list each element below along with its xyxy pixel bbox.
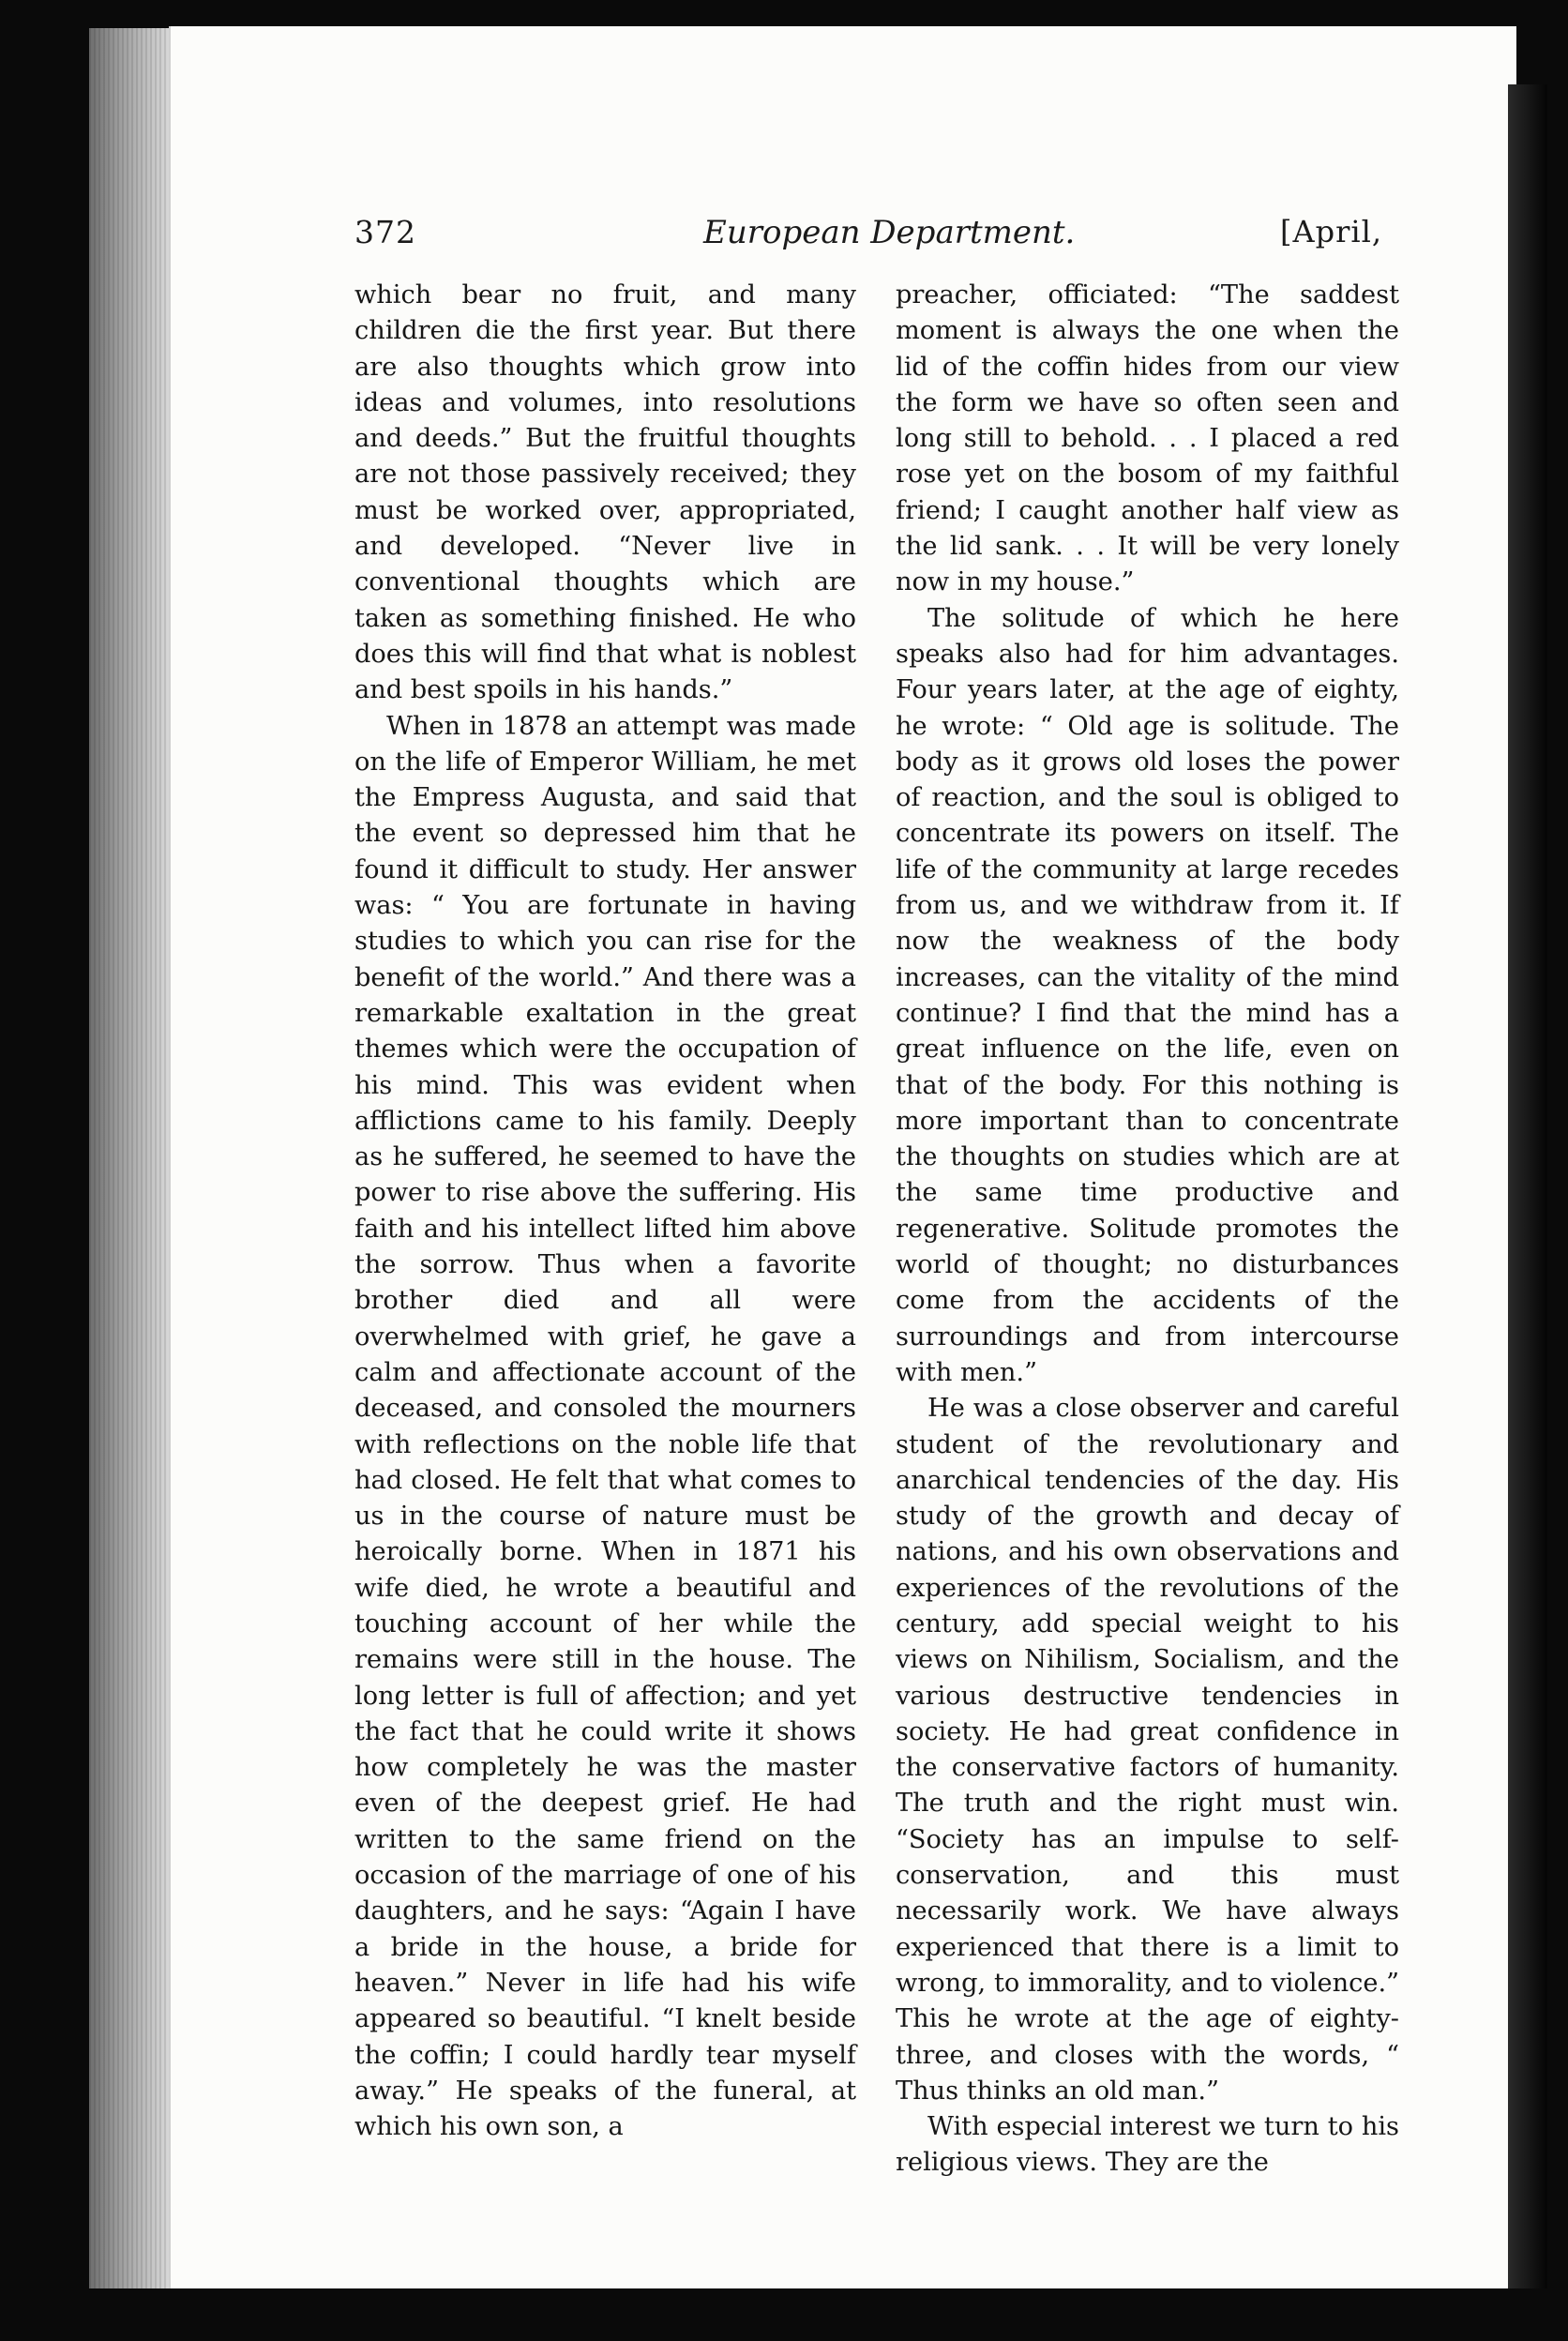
- paragraph: preacher, officiated: “The saddest moment is always the one when the lid of the coffin hides from our view the form we have so often seen and long still to behold. . . I placed a red rose yet on the bosom of my faithful friend; I caught another half view as the lid sank. . . It will be very lonely now in my house.”: [896, 280, 1399, 597]
- left-column: [354, 278, 856, 2145]
- page-number: 372: [354, 214, 416, 250]
- paragraph: With especial interest we turn to his religious views. They are the: [896, 2112, 1399, 2178]
- paragraph: When in 1878 an attempt was made on the life of Emperor William, he met the Empress Augusta, and said that the event so depressed him that he found it difficult to study. Her answer was: “ You are fortunate in having studies to which you can rise for the benefit of the world.” And there was a remarkable exaltation in the great themes which were the occupation of his mind. This was evident when afflictions came to his family. Deeply as he suffered, he seemed to have the power to rise above the suffering. His faith and his intellect lifted him above the sorrow. Thus when a favorite brother died and all were overwhelmed with grief, he gave a calm and affectionate account of the deceased, and consoled the mourners with reflections on the noble life that had closed. He felt that what comes to us in the course of nature must be heroically borne. When in 1871 his wife died, he wrote a beautiful and touching account of her while the remains were still in the house. The long letter is full of affection; and yet the fact that he could write it shows how completely he was the master even of the deepest grief. He had written to the same friend on the occasion of the marriage of one of his daughters, and he says: “Again I have a bride in the house, a bride for heaven.” Never in life had his wife appeared so beautiful. “I knelt beside the coffin; I could hardly tear myself away.” He speaks of the funeral, at which his own son, a: [354, 711, 856, 2142]
- header-month: [April,: [1280, 214, 1383, 249]
- paragraph: The solitude of which he here speaks also had for him advantages. Four years later, at the age of eighty, he wrote: “ Old age is solitude. The body as it grows old loses the power of reaction, and the soul is obliged to concentrate its powers on itself. The life of the community at large recedes from us, and we withdraw from it. If now the weakness of the body increases, can the vitality of the mind continue? I find that the mind has a great influence on the life, even on that of the body. For this nothing is more important than to concentrate the thoughts on studies which are at the same time productive and regenerative. Solitude promotes the world of thought; no disturbances come from the accidents of the surroundings and from intercourse with men.”: [896, 603, 1399, 1387]
- running-title: European Department.: [703, 214, 1076, 251]
- paragraph: which bear no fruit, and many children die the first year. But there are also thoughts which grow into ideas and volumes, into resolutions and deeds.” But the fruitful thoughts are not those passively received; they must be worked over, appropriated, and developed. “Never live in conventional thoughts which are taken as something finished. He who does this will find that what is noblest and best spoils in his hands.”: [354, 280, 856, 705]
- facing-page-shadow: [1508, 84, 1547, 2288]
- paragraph: He was a close observer and careful student of the revolutionary and anarchical tendencies of the day. His study of the growth and decay of nations, and his own observations and experiences of the revolutions of the century, add special weight to his views on Nihilism, Socialism, and the various destructive tendencies in society. He had great confidence in the conservative factors of humanity. The truth and the right must win. “Society has an impulse to self-conservation, and this must necessarily work. We have always experienced that there is a limit to wrong, to immorality, and to violence.” This he wrote at the age of eighty-three, and closes with the words, “ Thus thinks an old man.”: [896, 1394, 1399, 2106]
- running-header: [188, 214, 1435, 270]
- right-column: [896, 278, 1399, 2182]
